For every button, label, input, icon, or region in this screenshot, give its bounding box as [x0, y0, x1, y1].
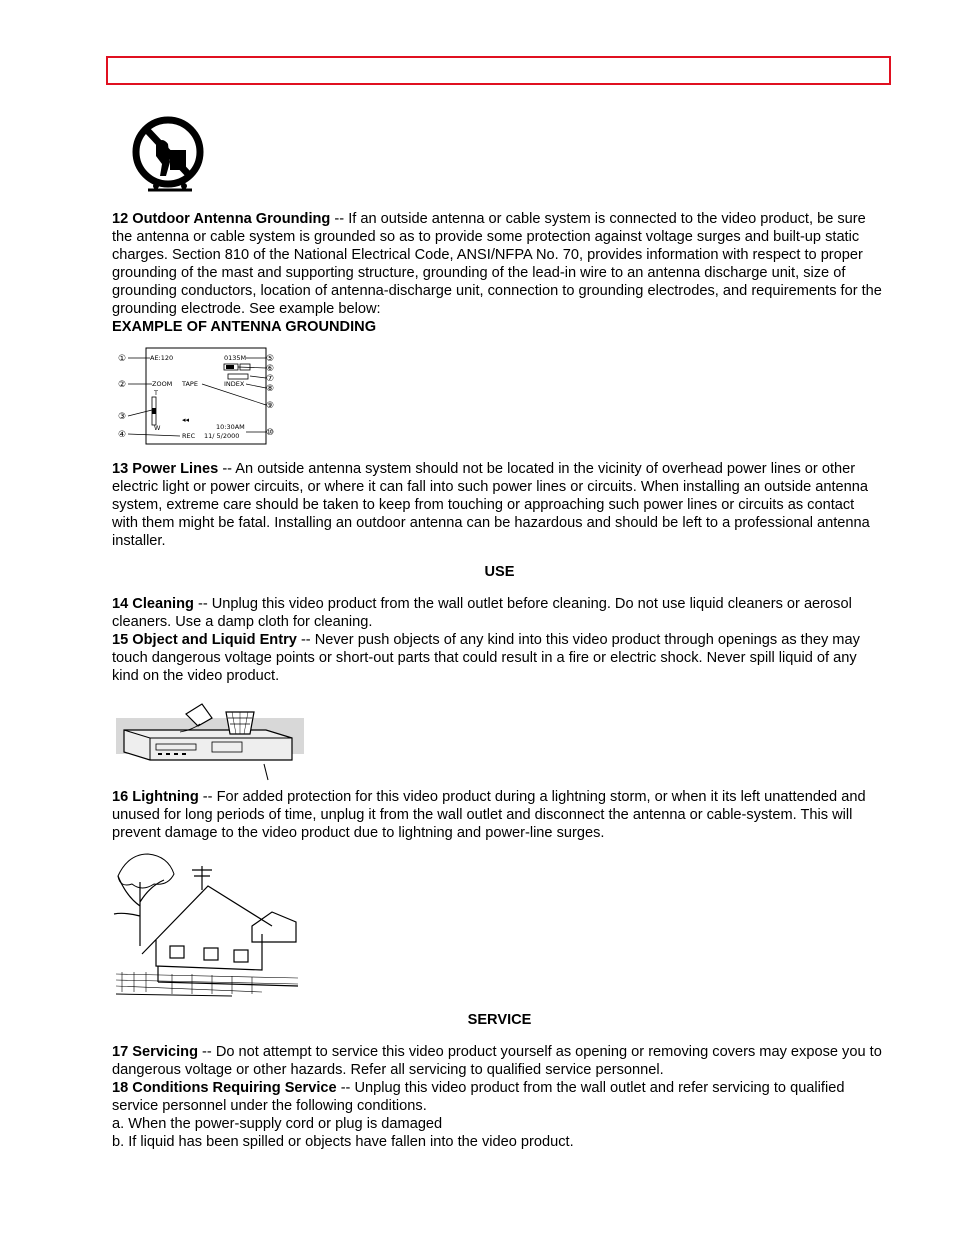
- rewind-icon: ◂◂: [182, 416, 190, 424]
- callout-9: ⑨: [266, 401, 275, 411]
- callout-8: ⑧: [266, 384, 275, 394]
- cart-warning-icon: [126, 114, 210, 198]
- use-heading: USE: [484, 564, 515, 580]
- callout-4: ④: [118, 430, 127, 440]
- callout-6: ⑥: [266, 364, 275, 374]
- zoom-label: ZOOM: [152, 380, 173, 388]
- rec-label: REC: [182, 432, 196, 440]
- date-label: 11/ 5/2000: [204, 432, 240, 440]
- item-12: [112, 210, 882, 336]
- callout-2: ②: [118, 380, 127, 390]
- counter-label: 0135M: [224, 354, 247, 362]
- item-17-18: [112, 1043, 882, 1151]
- tape-label: TAPE: [182, 380, 198, 388]
- service-heading: SERVICE: [467, 1012, 532, 1028]
- item-14-15: [112, 595, 882, 685]
- index-label: INDEX: [224, 380, 245, 388]
- item-17-text: -- Do not attempt to service this video product yourself as opening or removing covers may expose you to dangerous voltage or other hazards. Refer all servicing to qualified service personnel.: [112, 1044, 882, 1078]
- callout-5: ⑤: [266, 354, 275, 364]
- display-figure: [116, 344, 280, 448]
- ae-label: AE:120: [150, 354, 174, 362]
- item-18-text: -- Unplug this video product from the wall outlet and refer servicing to qualified service personnel under the following conditions.: [112, 1080, 845, 1114]
- callout-3: ③: [118, 412, 127, 422]
- item-15-heading: 15 Object and Liquid Entry: [112, 632, 297, 648]
- item-13: [112, 460, 882, 550]
- callout-1: ①: [118, 354, 127, 364]
- header-box: [106, 56, 891, 85]
- item-16: [112, 788, 882, 842]
- vcr-spill-illustration: [116, 690, 306, 782]
- item-18-heading: 18 Conditions Requiring Service: [112, 1080, 337, 1096]
- item-14-text: -- Unplug this video product from the wall outlet before cleaning. Do not use liquid cleaners or aerosol cleaners. Use a damp cloth for cleaning.: [112, 596, 852, 630]
- example-heading: EXAMPLE OF ANTENNA GROUNDING: [112, 319, 377, 335]
- item-13-heading: 13 Power Lines: [112, 461, 219, 477]
- item-16-heading: 16 Lightning: [112, 789, 199, 805]
- time-label: 10:30AM: [216, 423, 245, 431]
- item-12-text: -- If an outside antenna or cable system is connected to the video product, be sure the antenna or cable system is grounded so as to provide some protection against voltage surges and built-up static charges. Section 810 of the National Electrical Code, ANSI/NFPA No. 70, provides information with respect to proper grounding of the mast and supporting structure, grounding of the lead-in wire to an antenna discharge unit, size of grounding conductors, location of antenna-discharge unit, connection to grounding electrodes, and requirements for the grounding electrode. See example below:: [112, 211, 882, 317]
- item-16-text: -- For added protection for this video product during a lightning storm, or when it its left unattended and unused for long periods of time, unplug it from the wall outlet and disconnect the antenna or cable-system. This will prevent damage to the video product due to lightning and power-line surges.: [112, 789, 866, 841]
- zoom-t-label: T: [154, 389, 158, 397]
- callout-7: ⑦: [266, 374, 275, 384]
- item-17-heading: 17 Servicing: [112, 1044, 198, 1060]
- item-14-heading: 14 Cleaning: [112, 596, 194, 612]
- condition-a: a. When the power-supply cord or plug is damaged: [112, 1116, 443, 1132]
- zoom-w-label: W: [154, 424, 161, 432]
- item-13-text: -- An outside antenna system should not be located in the vicinity of overhead power lines or other electric light or power circuits, or where it can fall into such power lines or circuits. When installing an outside antenna system, extreme care should be taken to keep from touching or approaching such power lines or circuits as contact with them might be fatal. Installing an outdoor antenna can be hazardous and should be left to a professional antenna installer.: [112, 461, 870, 549]
- item-15-text: -- Never push objects of any kind into this video product through openings as they may touch dangerous voltage points or short-out parts that could result in a fire or electric shock. Never spill liquid of any kind on the video product.: [112, 632, 860, 684]
- item-12-heading: 12 Outdoor Antenna Grounding: [112, 211, 331, 227]
- house-antenna-illustration: [112, 846, 304, 998]
- condition-b: b. If liquid has been spilled or objects have fallen into the video product.: [112, 1134, 574, 1150]
- callout-10: ⑩: [266, 428, 275, 438]
